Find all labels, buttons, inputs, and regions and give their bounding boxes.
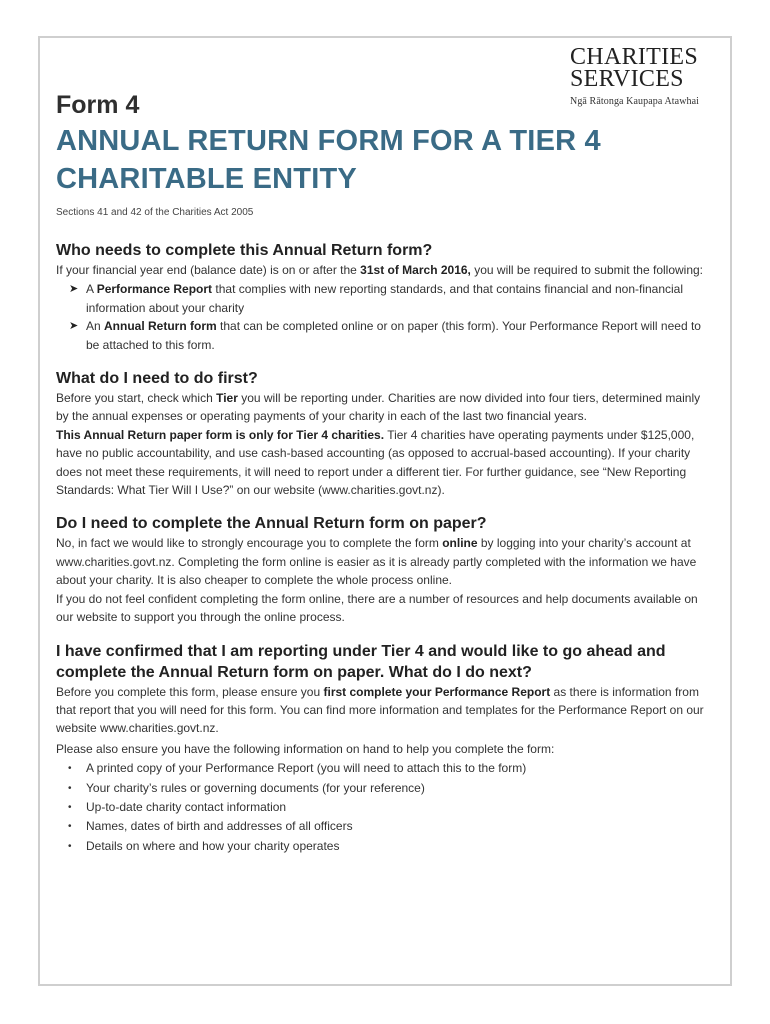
- text-run: Tier 4 charities have operating payments under $125,000, have no public accountability, and use cash-based accounting (as opposed to accrual-based accounting). If your charity does not meet these requirements, it will need to report under a different tier. For further guidance, see “New Reporting Standards: What Tier Will I Use?” on our website (www.charities.govt.nz).: [56, 427, 695, 498]
- form-number: Form 4: [56, 91, 140, 119]
- list-item-text: Your charity’s rules or governing documents (for your reference): [86, 780, 425, 795]
- document-page: [38, 36, 732, 986]
- section-heading: Do I need to complete the Annual Return form on paper?: [56, 515, 487, 533]
- requirements-list: [56, 280, 716, 354]
- section-heading: I have confirmed that I am reporting under Tier 4 and would like to go ahead and complete the Annual Return form on paper. What do I do next?: [56, 642, 666, 681]
- text-run: If your financial year end (balance date) is on or after the: [56, 263, 361, 277]
- bullet-icon: •: [68, 801, 72, 813]
- text-run: An: [86, 319, 105, 334]
- paragraph: [56, 261, 716, 279]
- document-content: [56, 90, 716, 856]
- logo-tagline: Ngā Rātonga Kaupapa Atawhai: [570, 96, 700, 107]
- bold-text: online: [442, 536, 478, 551]
- bullet-icon: •: [68, 840, 72, 852]
- paragraph: If you do not feel confident completing the form online, there are a number of resources and help documents available on our website to support you through the online process.: [56, 591, 698, 625]
- text-run: Before you start, check which: [56, 391, 217, 406]
- text-run: you will be reporting under. Charities are now divided into four tiers, determined mainly by the annual expenses or operating payments of your charity in each of the last two financial years.: [56, 391, 701, 424]
- title-line-1: ANNUAL RETURN FORM FOR A TIER 4: [56, 125, 601, 157]
- section-heading: What do I need to do first?: [56, 370, 258, 388]
- text-run: No, in fact we would like to strongly encourage you to complete the form: [56, 536, 443, 551]
- bold-text: 31st of March 2016,: [360, 263, 471, 277]
- list-item: [56, 837, 716, 856]
- list-item-text: A printed copy of your Performance Report (you will need to attach this to the form): [86, 761, 527, 776]
- text-run: Before you complete this form, please ensure you: [56, 684, 324, 699]
- list-item: [56, 280, 716, 317]
- title-line-2: CHARITABLE ENTITY: [56, 163, 357, 195]
- list-item: [56, 759, 716, 778]
- list-item-text: Up-to-date charity contact information: [86, 799, 287, 814]
- section-paper-question: [56, 513, 716, 626]
- list-item-text: Names, dates of birth and addresses of all officers: [86, 819, 353, 834]
- bold-text: Performance Report: [96, 282, 213, 297]
- logo-line-1: CHARITIES: [570, 44, 699, 70]
- paragraph: [56, 534, 716, 589]
- arrow-bullet-icon: ➤: [69, 320, 79, 333]
- arrow-bullet-icon: ➤: [69, 283, 79, 296]
- section-heading: Who needs to complete this Annual Return form?: [56, 242, 433, 259]
- logo-line-2: SERVICES: [570, 66, 684, 92]
- section-who-needs: [56, 240, 716, 354]
- bold-text: Tier: [216, 391, 238, 406]
- text-run: as there is information from that report that you will need for this form. You can find more information and templates for the Performance Report on our website www.charities.govt.nz.: [56, 684, 704, 736]
- list-item: [56, 817, 716, 836]
- list-item: [56, 317, 716, 354]
- bold-text: first complete your Performance Report: [323, 684, 551, 699]
- text-run: A: [86, 282, 97, 297]
- checklist: [56, 759, 716, 856]
- paragraph: [56, 426, 716, 500]
- text-run: you will be required to submit the following:: [470, 263, 704, 277]
- bold-text: This Annual Return paper form is only for Tier 4 charities.: [56, 427, 385, 442]
- bullet-icon: •: [68, 821, 72, 833]
- bullet-icon: •: [68, 763, 72, 775]
- act-citation: Sections 41 and 42 of the Charities Act 2005: [56, 207, 254, 218]
- document-title: [56, 122, 716, 198]
- list-item: [56, 779, 716, 798]
- bullet-icon: •: [68, 782, 72, 794]
- bold-text: Annual Return form: [104, 319, 217, 334]
- text-run: that can be completed online or on paper (this form). Your Performance Report will need to be attached to this form.: [86, 319, 701, 352]
- section-what-first: [56, 368, 716, 499]
- text-run: that complies with new reporting standards, and that contains financial and non-financial information about your charity: [86, 282, 684, 315]
- list-item: [56, 798, 716, 817]
- paragraph: [56, 389, 716, 426]
- paragraph: Please also ensure you have the following information on hand to help you complete the form:: [56, 741, 555, 756]
- list-item-text: Details on where and how your charity operates: [86, 838, 340, 853]
- section-next-steps: [56, 641, 716, 857]
- text-run: by logging into your charity’s account at www.charities.govt.nz. Completing the form online is easier as it is already partly completed with the information we have about your charity. It is also cheaper to complete the whole process online.: [56, 536, 697, 588]
- paragraph: [56, 683, 716, 738]
